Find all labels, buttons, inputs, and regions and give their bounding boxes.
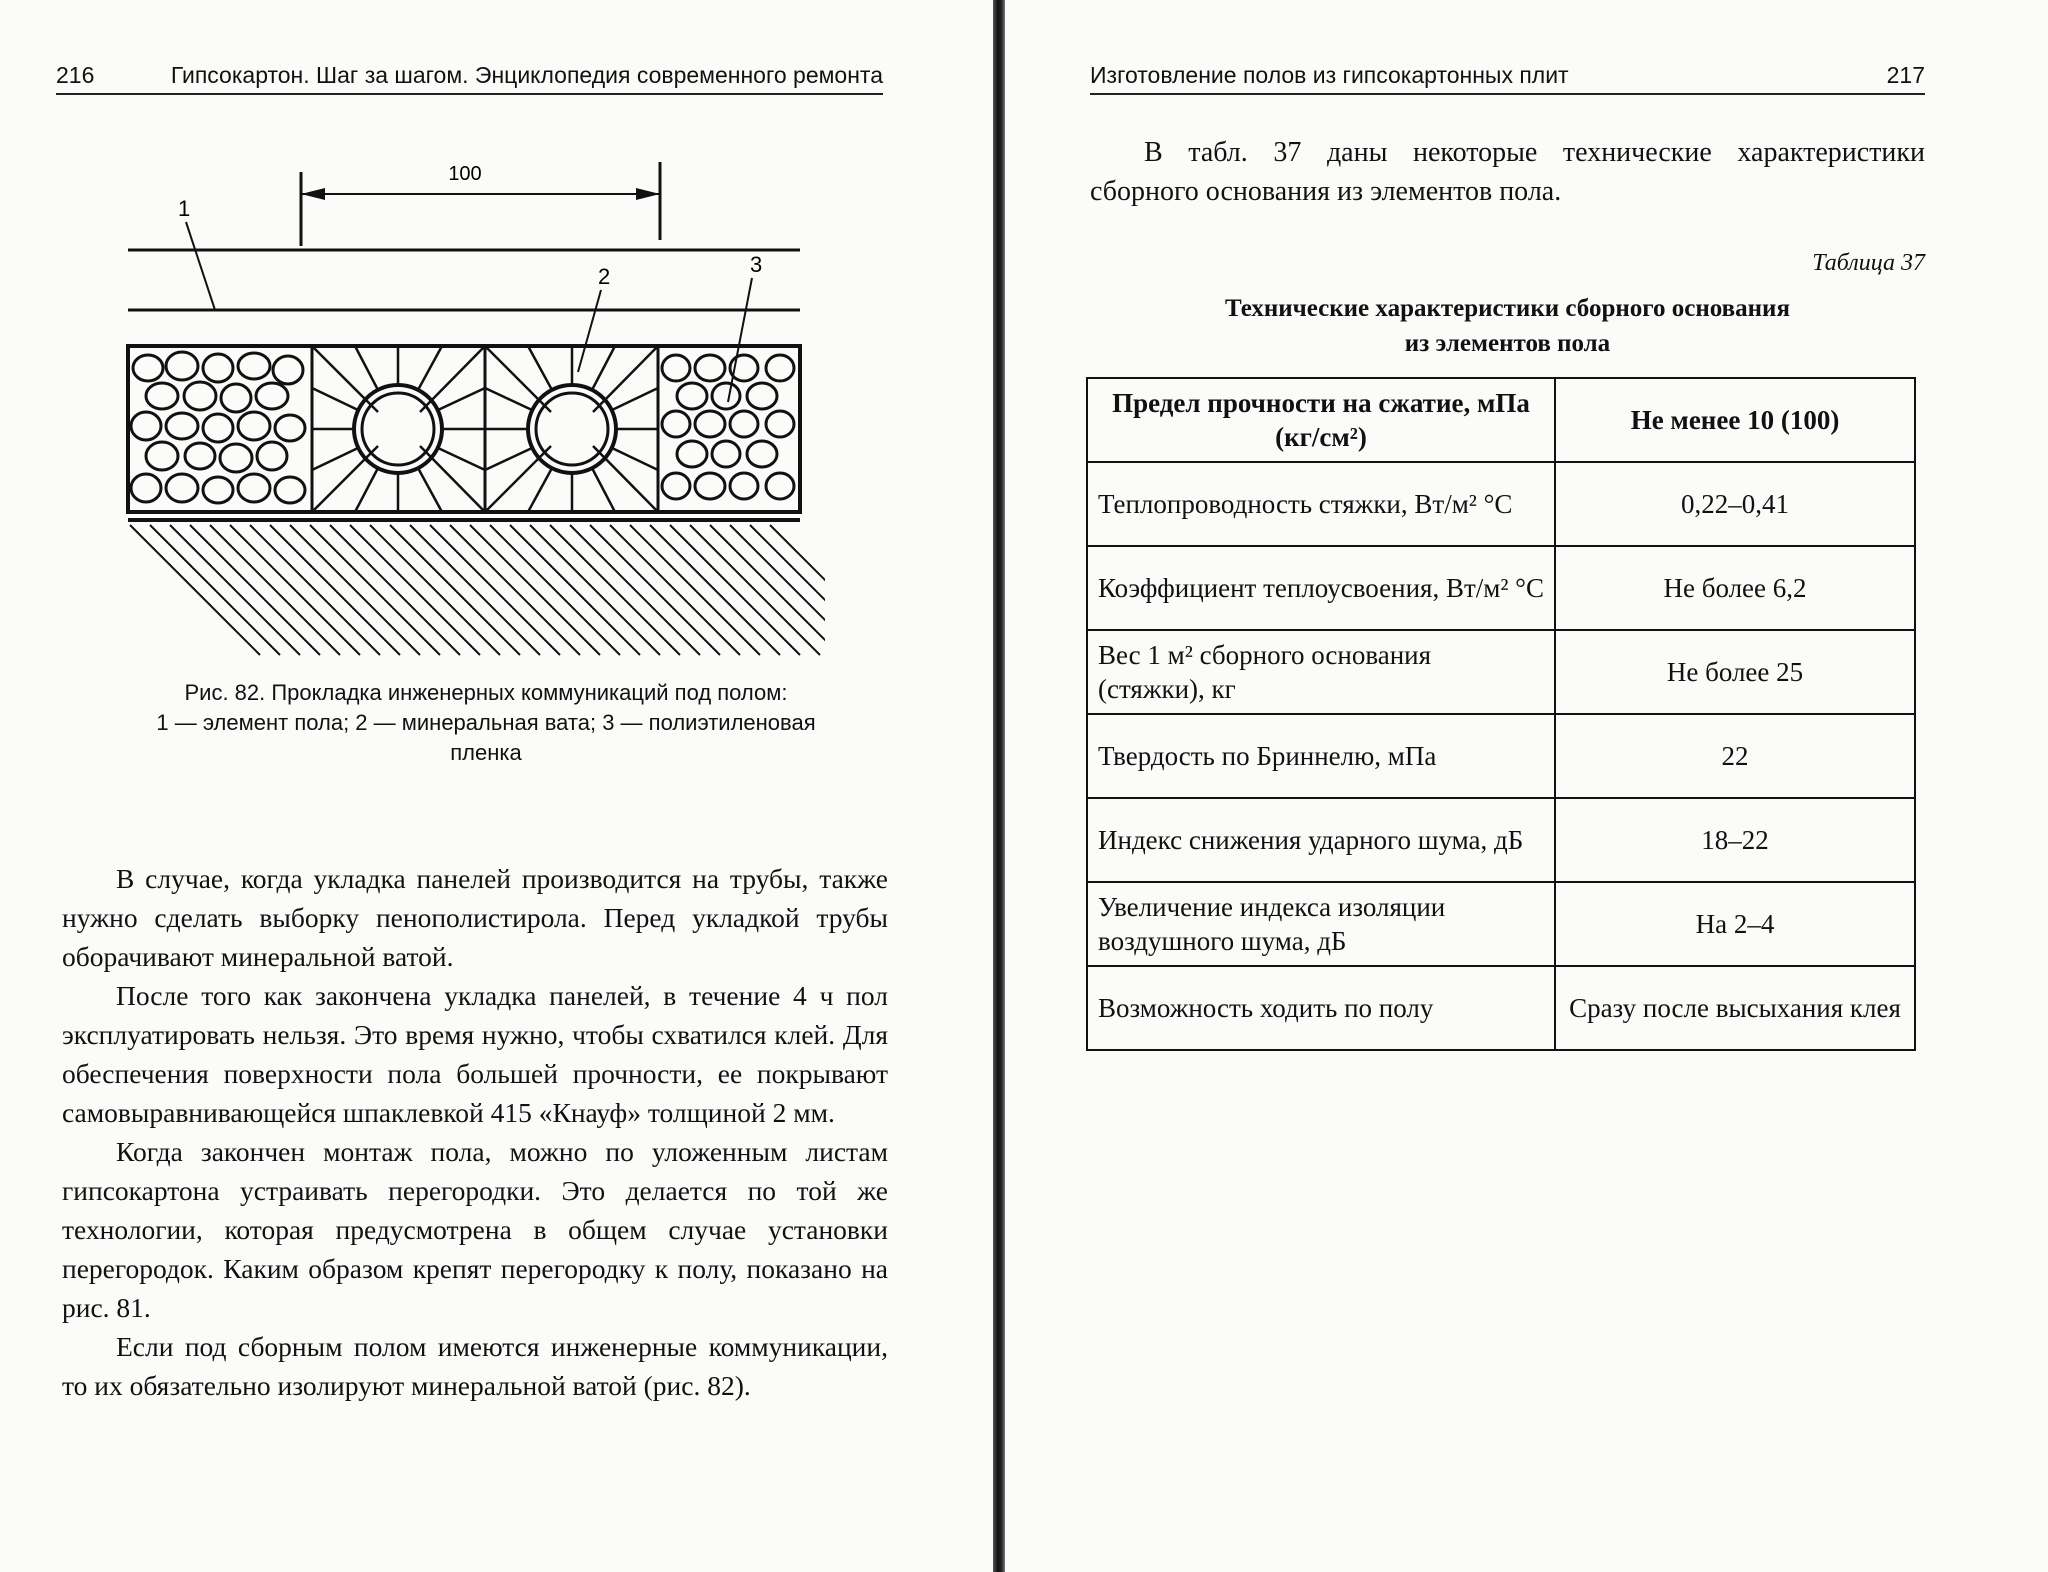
table-title (1090, 291, 1925, 361)
pebble-fill-right (662, 355, 794, 499)
table-header-row (1087, 378, 1915, 462)
row-value-cell: На 2–4 (1555, 882, 1915, 966)
right-running-title: Изготовление полов из гипсокартонных плит (1090, 62, 1569, 88)
left-page (0, 0, 990, 1572)
table-label: Таблица 37 (1812, 250, 1925, 276)
row-key-cell: Коэффициент теплоусвоения, Вт/м² °С (1087, 546, 1555, 630)
specs-table (1086, 377, 1916, 1051)
header-value-cell: Не менее 10 (100) (1555, 378, 1915, 462)
callout-2: 2 (598, 264, 611, 289)
left-body-text (62, 859, 888, 1405)
row-value-cell: Сразу после высыхания клея (1555, 966, 1915, 1050)
callout-3: 3 (750, 252, 763, 277)
row-value-cell: 0,22–0,41 (1555, 462, 1915, 546)
table-row (1087, 798, 1915, 882)
figure-82-diagram (120, 150, 840, 660)
table-row (1087, 714, 1915, 798)
table-title-line-1: Технические характеристики сборного основания (1225, 295, 1790, 322)
left-running-title: Гипсокартон. Шаг за шагом. Энциклопедия современного ремонта (170, 62, 883, 88)
paragraph: В случае, когда укладка панелей производится на трубы, также нужно сделать выборку пенополистирола. Перед укладкой трубы оборачивают минеральной ватой. (62, 863, 888, 972)
pipe-1 (312, 346, 485, 512)
row-value-cell: Не более 25 (1555, 630, 1915, 714)
table-title-line-2: из элементов пола (1404, 330, 1611, 357)
right-page (1010, 0, 2048, 1572)
paragraph: После того как закончена укладка панелей, в течение 4 ч пол эксплуатировать нельзя. Это время нужно, чтобы схватился клей. Для обеспечения поверхности пола большей прочности, ее покрывают самовыравнивающейся шпаклевкой 415 «Кнауф» толщиной 2 мм. (62, 980, 888, 1128)
right-running-header (1090, 62, 1925, 95)
row-key-cell: Возможность ходить по полу (1087, 966, 1555, 1050)
pipe-2 (485, 346, 658, 512)
table-row (1087, 546, 1915, 630)
table-row (1087, 966, 1915, 1050)
caption-line-3: пленка (450, 740, 522, 765)
left-page-number: 216 (56, 62, 95, 88)
row-value-cell: Не более 6,2 (1555, 546, 1915, 630)
row-value-cell: 18–22 (1555, 798, 1915, 882)
row-key-cell: Увеличение индекса изоляции воздушного шума, дБ (1087, 882, 1555, 966)
row-key-cell: Теплопроводность стяжки, Вт/м² °С (1087, 462, 1555, 546)
table-row (1087, 882, 1915, 966)
intro-paragraph: В табл. 37 даны некоторые технические характеристики сборного основания из элементов пола. (1090, 137, 1925, 207)
left-running-header (56, 62, 883, 95)
figure-caption (56, 678, 916, 768)
pebble-fill-left (131, 352, 305, 503)
paragraph: Когда закончен монтаж пола, можно по уложенным листам гипсокартона устраивать перегородки. Это делается по той же технологии, которая предусмотрена в общем случае установки перегородок. Каким образом крепят перегородку к полу, показано на рис. 81. (62, 1136, 888, 1323)
row-key-cell: Вес 1 м² сборного основания (стяжки), кг (1087, 630, 1555, 714)
caption-line-2: 1 — элемент пола; 2 — минеральная вата; 3 — полиэтиленовая (156, 710, 816, 735)
callout-1: 1 (178, 196, 191, 221)
caption-line-1: Рис. 82. Прокладка инженерных коммуникаций под полом: (184, 680, 788, 705)
header-key-cell: Предел прочности на сжатие, мПа (кг/см²) (1087, 378, 1555, 462)
right-page-number: 217 (1886, 62, 1925, 88)
base-hatching (130, 525, 840, 655)
table-row (1087, 630, 1915, 714)
paragraph: Если под сборным полом имеются инженерные коммуникации, то их обязательно изолируют минеральной ватой (рис. 82). (62, 1331, 888, 1401)
table-row (1087, 462, 1915, 546)
row-key-cell: Индекс снижения ударного шума, дБ (1087, 798, 1555, 882)
book-spine (993, 0, 1005, 1572)
row-value-cell: 22 (1555, 714, 1915, 798)
dimension-label: 100 (448, 163, 482, 185)
row-key-cell: Твердость по Бриннелю, мПа (1087, 714, 1555, 798)
